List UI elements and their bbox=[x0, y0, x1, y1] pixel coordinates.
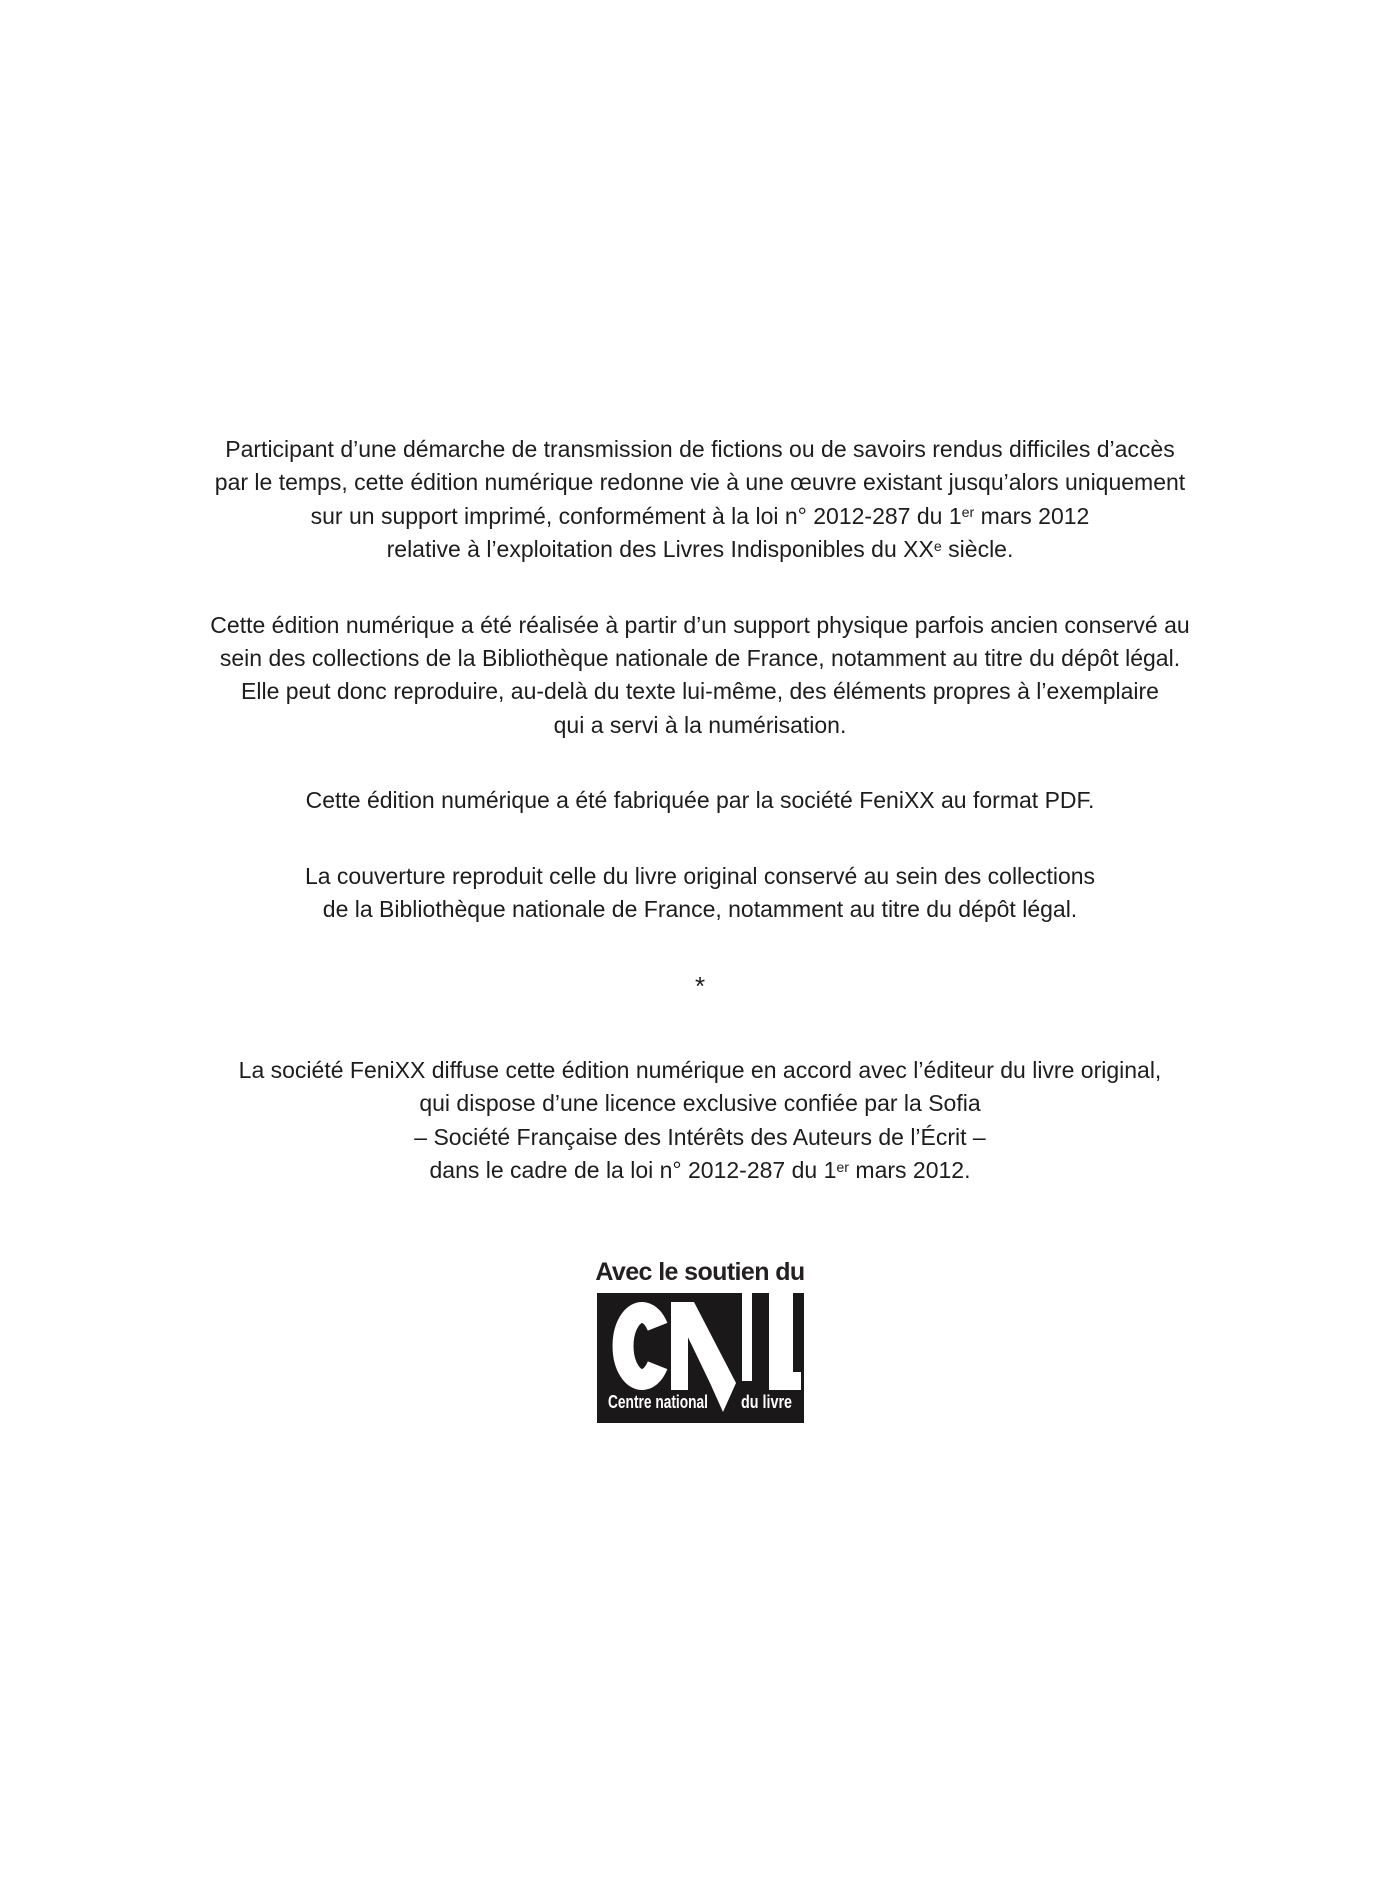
paragraph bbox=[0, 860, 1400, 927]
text-line: qui a servi à la numérisation. bbox=[553, 711, 847, 738]
text-line: qui dispose d’une licence exclusive confiée par la Sofia bbox=[419, 1090, 981, 1117]
letter-n-right-stem bbox=[742, 1293, 752, 1381]
text-line: de la Bibliothèque nationale de France, notamment au titre du dépôt légal. bbox=[322, 896, 1078, 923]
paragraph bbox=[0, 433, 1400, 567]
cnl-logo bbox=[597, 1293, 804, 1423]
text-line: sur un support imprimé, conformément à la loi n° 2012-287 du 1er mars 2012 bbox=[310, 502, 1090, 529]
text-line: Cette édition numérique a été fabriquée par la société FeniXX au format PDF. bbox=[305, 787, 1095, 814]
paragraph bbox=[0, 784, 1400, 817]
text-line: par le temps, cette édition numérique redonne vie à une œuvre existant jusqu’alors uniquement bbox=[214, 469, 1186, 496]
separator-asterisk: * bbox=[694, 971, 706, 1002]
cnl-logo-block bbox=[0, 1258, 1400, 1423]
text-line: Participant d’une démarche de transmission de fictions ou de savoirs rendus difficiles d’accès bbox=[225, 436, 1175, 462]
paragraph bbox=[0, 1054, 1400, 1188]
text-line: Elle peut donc reproduire, au-delà du texte lui-même, des éléments propres à l’exemplaire bbox=[241, 678, 1159, 705]
logo-tagline: Avec le soutien du bbox=[595, 1257, 805, 1286]
text-line: dans le cadre de la loi n° 2012-287 du 1er mars 2012. bbox=[429, 1157, 971, 1184]
letter-l-foot bbox=[769, 1372, 801, 1390]
text-line: sein des collections de la Bibliothèque nationale de France, notamment au titre du dépôt légal. bbox=[219, 645, 1181, 672]
text-line: – Société Française des Intérêts des Auteurs de l’Écrit – bbox=[414, 1123, 986, 1150]
text-line: La société FeniXX diffuse cette édition numérique en accord avec l’éditeur du livre original, bbox=[238, 1056, 1162, 1083]
logo-caption-left: Centre national bbox=[607, 1391, 708, 1412]
paragraph bbox=[0, 609, 1400, 743]
logo-caption-right: du livre bbox=[740, 1391, 792, 1412]
text-line: La couverture reproduit celle du livre original conservé au sein des collections bbox=[304, 862, 1096, 889]
text-line: relative à l’exploitation des Livres Indisponibles du XXe siècle. bbox=[386, 536, 1014, 563]
text-line: Cette édition numérique a été réalisée à partir d’un support physique parfois ancien conservé au bbox=[210, 611, 1190, 638]
